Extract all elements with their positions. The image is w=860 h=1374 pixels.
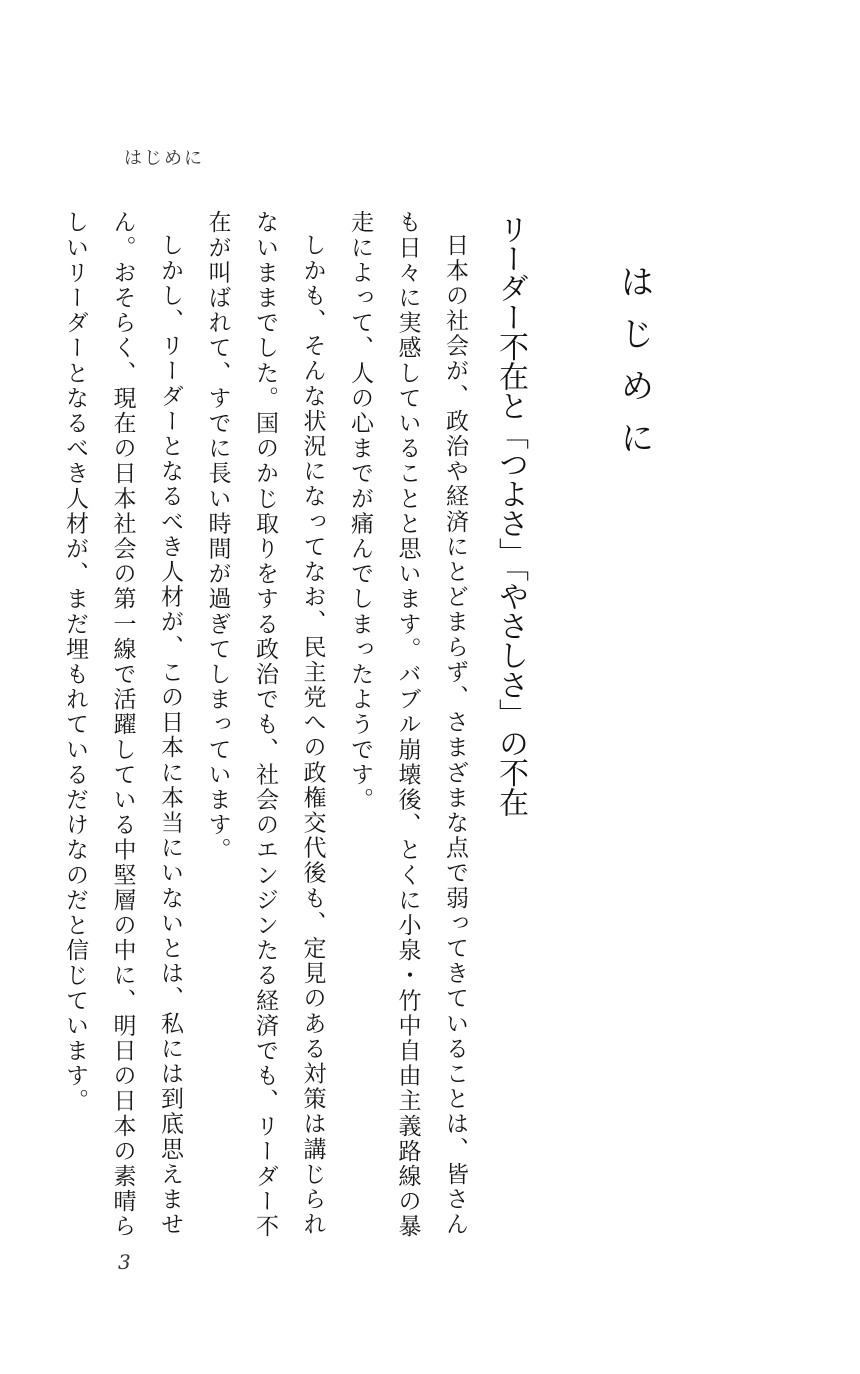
section-heading: リーダー不在と「つよさ」「やさしさ」の不在 xyxy=(493,214,528,817)
body-text xyxy=(62,210,478,1250)
chapter-title: はじめに xyxy=(614,264,654,472)
page-number: 3 xyxy=(118,1250,131,1274)
paragraph: 日本の社会が、政治や経済にとどまらず、さまざまな点で弱ってきていることは、皆さんも日々に実感していることと思います。バブル崩壊後、とくに小泉・竹中自由主義路線の暴走によって、人の心までが痛んでしまったようです。 xyxy=(347,210,468,1240)
paragraph: しかも、そんな状況になってなお、民主党への政権交代後も、定見のある対策は講じられないままでした。国のかじ取りをする政治でも、社会のエンジンたる経済でも、リーダー不在が叫ばれて、すでに長い時間が過ぎてしまっています。 xyxy=(204,210,326,1240)
running-header: はじめに xyxy=(124,148,204,169)
paragraph: しかし、リーダーとなるべき人材が、この日本に本当にいないとは、私には到底思えません。おそらく、現在の日本社会の第一線で活躍している中堅層の中に、明日の日本の素晴らしいリーダーとなるべき人材が、まだ埋もれているだけなのだと信じています。 xyxy=(62,210,183,1240)
